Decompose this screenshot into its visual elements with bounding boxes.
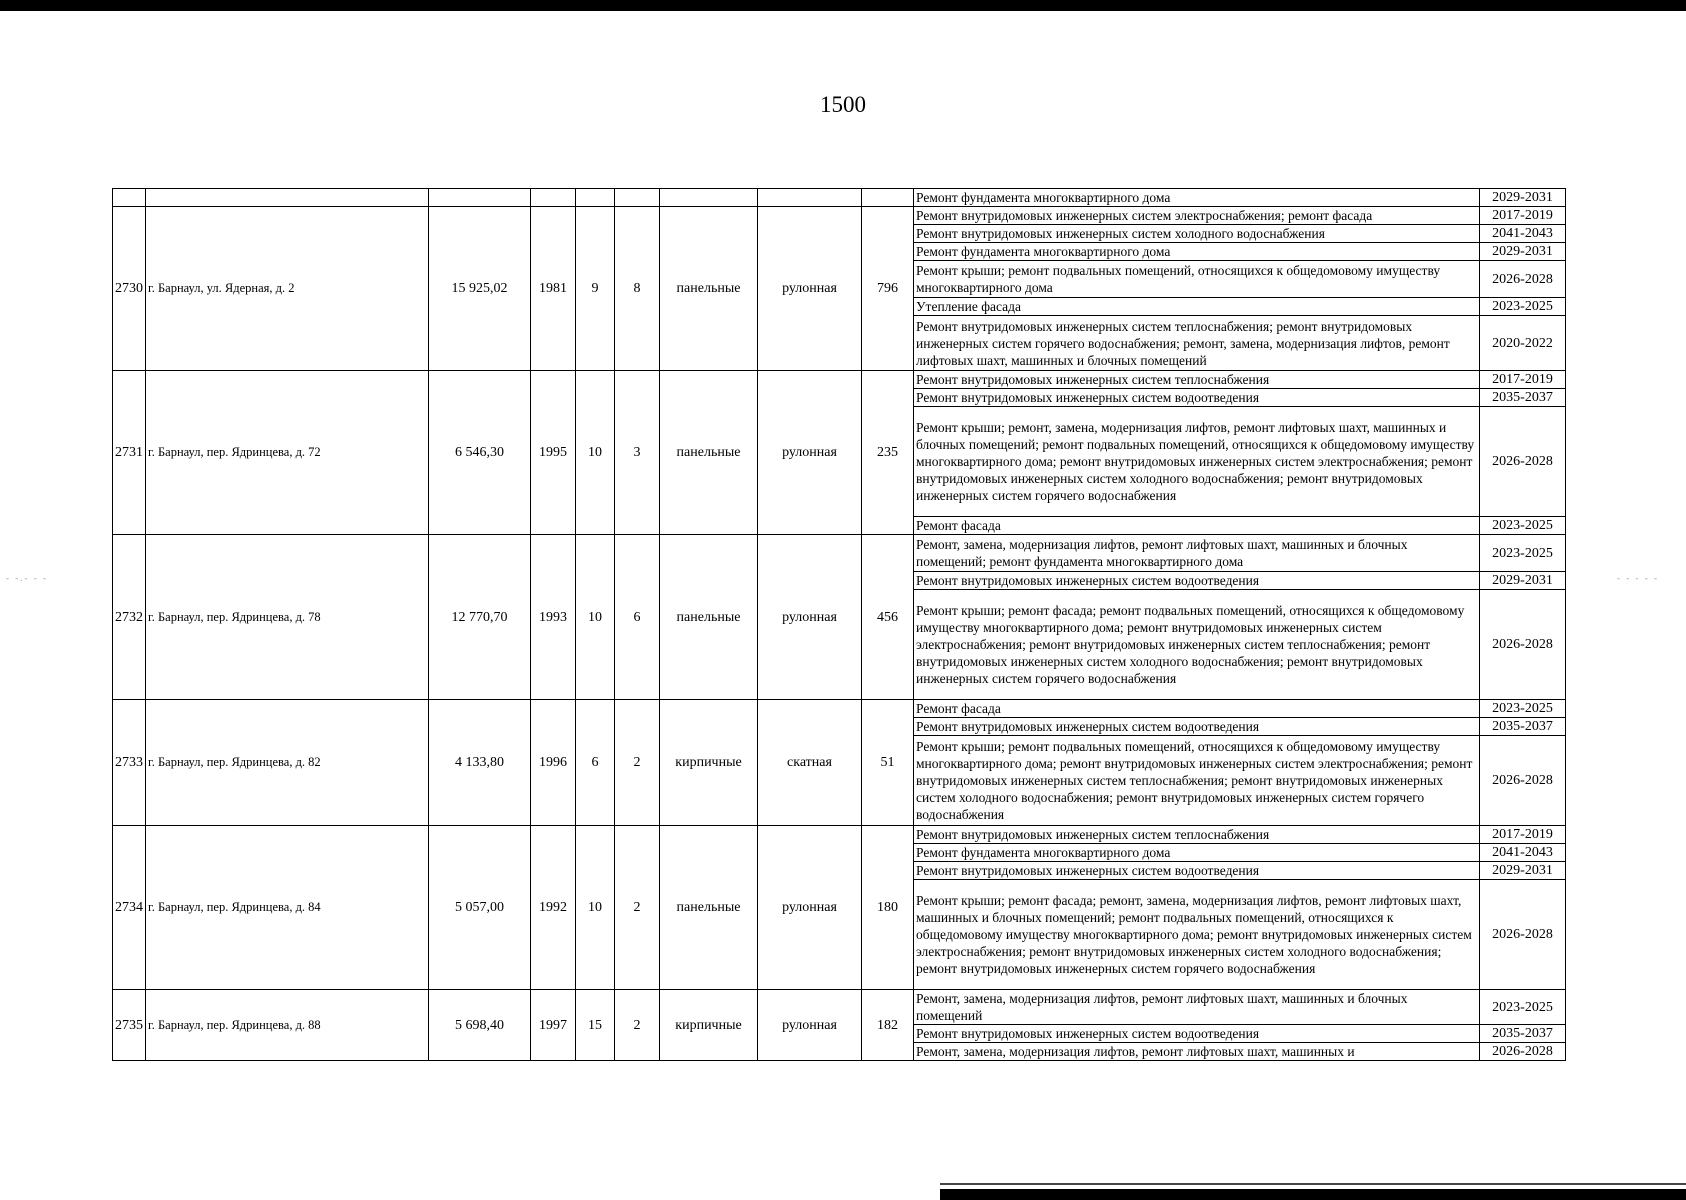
work-period: 2041-2043: [1480, 844, 1566, 862]
cell-empty: [113, 189, 146, 207]
house-floors: 10: [576, 535, 615, 700]
cell-empty: [576, 189, 615, 207]
house-year: 1993: [531, 535, 576, 700]
house-residents: 180: [862, 826, 914, 990]
work-period: 2017-2019: [1480, 371, 1566, 389]
house-wall-material: панельные: [660, 207, 758, 371]
house-number: 2734: [113, 826, 146, 990]
house-number: 2731: [113, 371, 146, 535]
house-number: 2733: [113, 700, 146, 826]
cell-empty: [758, 189, 862, 207]
work-period: 2029-2031: [1480, 572, 1566, 590]
house-wall-material: панельные: [660, 535, 758, 700]
work-period: 2029-2031: [1480, 862, 1566, 880]
house-residents: 51: [862, 700, 914, 826]
house-roof-type: рулонная: [758, 990, 862, 1061]
work-description: Ремонт фундамента многоквартирного дома: [914, 189, 1480, 207]
work-period: 2023-2025: [1480, 517, 1566, 535]
house-floors: 10: [576, 371, 615, 535]
house-year: 1995: [531, 371, 576, 535]
work-period: 2041-2043: [1480, 225, 1566, 243]
house-floors: 15: [576, 990, 615, 1061]
house-area: 15 925,02: [429, 207, 531, 371]
work-period: 2017-2019: [1480, 826, 1566, 844]
work-period: 2017-2019: [1480, 207, 1566, 225]
work-period: 2029-2031: [1480, 189, 1566, 207]
work-description: Ремонт внутридомовых инженерных систем электроснабжения; ремонт фасада: [914, 207, 1480, 225]
house-address: г. Барнаул, пер. Ядринцева, д. 72: [146, 371, 429, 535]
work-description: Ремонт внутридомовых инженерных систем водоотведения: [914, 572, 1480, 590]
house-area: 5 057,00: [429, 826, 531, 990]
work-period: 2023-2025: [1480, 298, 1566, 316]
house-floors: 9: [576, 207, 615, 371]
table-row: [113, 990, 1566, 1025]
house-address: г. Барнаул, пер. Ядринцева, д. 78: [146, 535, 429, 700]
house-floors: 10: [576, 826, 615, 990]
house-entrances: 2: [615, 826, 660, 990]
work-description: Ремонт внутридомовых инженерных систем водоотведения: [914, 389, 1480, 407]
work-period: 2035-2037: [1480, 1025, 1566, 1043]
work-description: Утепление фасада: [914, 298, 1480, 316]
house-area: 4 133,80: [429, 700, 531, 826]
house-roof-type: рулонная: [758, 826, 862, 990]
table-row: [113, 207, 1566, 225]
house-area: 5 698,40: [429, 990, 531, 1061]
work-description: Ремонт крыши; ремонт, замена, модернизация лифтов, ремонт лифтовых шахт, машинных и блочных помещений; ремонт подвальных помещений, относящихся к общедомовому имуществу многоквартирного дома; ремонт внутридомовых инженерных систем электроснабжения; ремонт внутридомовых инженерных систем холодного водоснабжения; ремонт внутридомовых инженерных систем горячего водоснабжения: [914, 407, 1480, 517]
house-year: 1981: [531, 207, 576, 371]
table-body: [113, 189, 1566, 1061]
work-description: Ремонт фасада: [914, 517, 1480, 535]
house-address: г. Барнаул, пер. Ядринцева, д. 88: [146, 990, 429, 1061]
house-address: г. Барнаул, пер. Ядринцева, д. 82: [146, 700, 429, 826]
work-description: Ремонт крыши; ремонт фасада; ремонт, замена, модернизация лифтов, ремонт лифтовых шахт, машинных и блочных помещений; ремонт подвальных помещений, относящихся к общедомовому имуществу многоквартирного дома; ремонт внутридомовых инженерных систем электроснабжения; ремонт внутридомовых инженерных систем холодного водоснабжения; ремонт внутридомовых инженерных систем горячего водоснабжения: [914, 880, 1480, 990]
house-residents: 796: [862, 207, 914, 371]
scan-edge-mark-left: - -.- - -: [6, 573, 48, 583]
house-entrances: 6: [615, 535, 660, 700]
work-description: Ремонт крыши; ремонт фасада; ремонт подвальных помещений, относящихся к общедомовому имуществу многоквартирного дома; ремонт внутридомовых инженерных систем электроснабжения; ремонт внутридомовых инженерных систем теплоснабжения; ремонт внутридомовых инженерных систем холодного водоснабжения; ремонт внутридомовых инженерных систем горячего водоснабжения: [914, 590, 1480, 700]
table-row: [113, 826, 1566, 844]
house-year: 1996: [531, 700, 576, 826]
scan-bottom-border: [940, 1189, 1686, 1200]
house-area: 6 546,30: [429, 371, 531, 535]
house-wall-material: кирпичные: [660, 990, 758, 1061]
work-description: Ремонт внутридомовых инженерных систем теплоснабжения: [914, 371, 1480, 389]
house-roof-type: рулонная: [758, 207, 862, 371]
page-number: 1500: [820, 92, 866, 117]
work-description: Ремонт внутридомовых инженерных систем теплоснабжения; ремонт внутридомовых инженерных систем горячего водоснабжения; ремонт, замена, модернизация лифтов, ремонт лифтовых шахт, машинных и блочных помещений: [914, 316, 1480, 371]
house-wall-material: панельные: [660, 826, 758, 990]
cell-empty: [862, 189, 914, 207]
work-description: Ремонт крыши; ремонт подвальных помещений, относящихся к общедомовому имуществу многоквартирного дома: [914, 261, 1480, 298]
house-entrances: 2: [615, 700, 660, 826]
house-address: г. Барнаул, пер. Ядринцева, д. 84: [146, 826, 429, 990]
house-wall-material: панельные: [660, 371, 758, 535]
house-year: 1992: [531, 826, 576, 990]
work-description: Ремонт, замена, модернизация лифтов, ремонт лифтовых шахт, машинных и блочных помещений: [914, 990, 1480, 1025]
cell-empty: [146, 189, 429, 207]
house-residents: 235: [862, 371, 914, 535]
work-description: Ремонт внутридомовых инженерных систем теплоснабжения: [914, 826, 1480, 844]
work-period: 2020-2022: [1480, 316, 1566, 371]
house-residents: 182: [862, 990, 914, 1061]
work-period: 2023-2025: [1480, 990, 1566, 1025]
work-description: Ремонт внутридомовых инженерных систем холодного водоснабжения: [914, 225, 1480, 243]
work-description: Ремонт внутридомовых инженерных систем водоотведения: [914, 718, 1480, 736]
work-period: 2023-2025: [1480, 700, 1566, 718]
cell-empty: [429, 189, 531, 207]
work-description: Ремонт внутридомовых инженерных систем водоотведения: [914, 1025, 1480, 1043]
house-wall-material: кирпичные: [660, 700, 758, 826]
scan-top-border: [0, 0, 1686, 11]
work-period: 2026-2028: [1480, 880, 1566, 990]
house-entrances: 8: [615, 207, 660, 371]
table-row: [113, 700, 1566, 718]
table-row: [113, 371, 1566, 389]
work-period: 2035-2037: [1480, 718, 1566, 736]
work-description: Ремонт фасада: [914, 700, 1480, 718]
work-description: Ремонт фундамента многоквартирного дома: [914, 243, 1480, 261]
cell-empty: [615, 189, 660, 207]
work-period: 2026-2028: [1480, 1043, 1566, 1061]
cell-empty: [660, 189, 758, 207]
house-number: 2730: [113, 207, 146, 371]
house-roof-type: рулонная: [758, 371, 862, 535]
house-address: г. Барнаул, ул. Ядерная, д. 2: [146, 207, 429, 371]
cell-empty: [531, 189, 576, 207]
house-area: 12 770,70: [429, 535, 531, 700]
work-period: 2023-2025: [1480, 535, 1566, 572]
work-period: 2026-2028: [1480, 407, 1566, 517]
table-row: [113, 535, 1566, 572]
work-description: Ремонт фундамента многоквартирного дома: [914, 844, 1480, 862]
work-description: Ремонт крыши; ремонт подвальных помещений, относящихся к общедомовому имуществу многоквартирного дома; ремонт внутридомовых инженерных систем электроснабжения; ремонт внутридомовых инженерных систем теплоснабжения; ремонт внутридомовых инженерных систем холодного водоснабжения; ремонт внутридомовых инженерных систем горячего водоснабжения: [914, 736, 1480, 826]
work-description: Ремонт, замена, модернизация лифтов, ремонт лифтовых шахт, машинных и: [914, 1043, 1480, 1061]
house-roof-type: рулонная: [758, 535, 862, 700]
house-residents: 456: [862, 535, 914, 700]
continuation-row: [113, 189, 1566, 207]
house-entrances: 2: [615, 990, 660, 1061]
work-description: Ремонт, замена, модернизация лифтов, ремонт лифтовых шахт, машинных и блочных помещений; ремонт фундамента многоквартирного дома: [914, 535, 1480, 572]
house-number: 2735: [113, 990, 146, 1061]
work-period: 2029-2031: [1480, 243, 1566, 261]
house-floors: 6: [576, 700, 615, 826]
scan-edge-mark-right: - - - - -: [1617, 573, 1659, 583]
house-roof-type: скатная: [758, 700, 862, 826]
work-period: 2026-2028: [1480, 261, 1566, 298]
work-period: 2026-2028: [1480, 590, 1566, 700]
scan-bottom-line: [940, 1183, 1686, 1185]
house-year: 1997: [531, 990, 576, 1061]
house-entrances: 3: [615, 371, 660, 535]
work-period: 2026-2028: [1480, 736, 1566, 826]
work-description: Ремонт внутридомовых инженерных систем водоотведения: [914, 862, 1480, 880]
work-period: 2035-2037: [1480, 389, 1566, 407]
housing-register-table: [112, 188, 1566, 1061]
house-number: 2732: [113, 535, 146, 700]
